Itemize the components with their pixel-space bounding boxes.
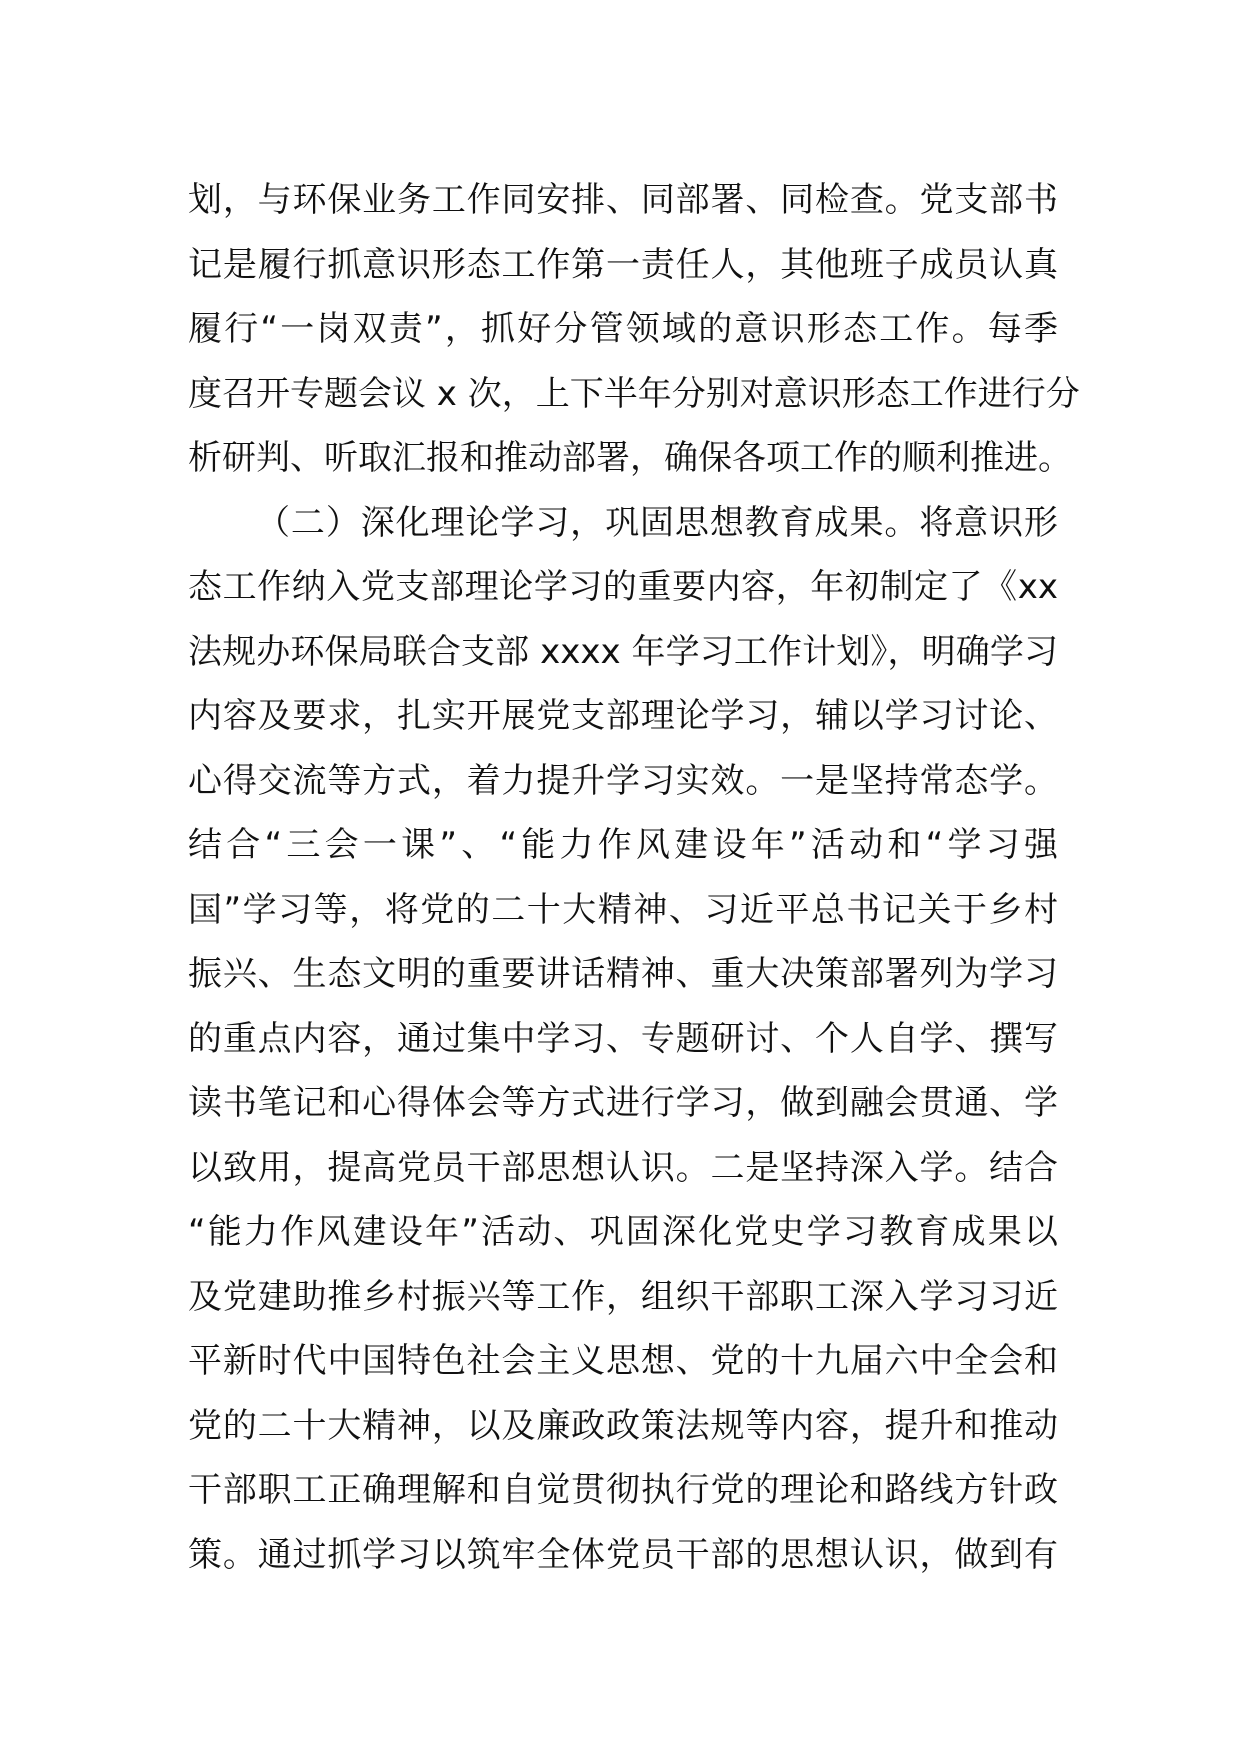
body-text (188, 168, 1080, 1587)
text-line: 的重点内容，通过集中学习、专题研讨、个人自学、撰写 (188, 1018, 1058, 1059)
text-line: 振兴、生态文明的重要讲话精神、重大决策部署列为学习 (188, 954, 1058, 994)
text-line: 及党建助推乡村振兴等工作，组织干部职工深入学习习近 (188, 1276, 1058, 1317)
text-line: 心得交流等方式，着力提升学习实效。一是坚持常态学。 (188, 760, 1058, 801)
text-line: “能力作风建设年”活动、巩固深化党史学习教育成果以 (188, 1212, 1058, 1252)
text-line: 结合“三会一课”、“能力作风建设年”活动和“学习强 (188, 825, 1058, 865)
text-line: 划，与环保业务工作同安排、同部署、同检查。党支部书 (188, 180, 1058, 220)
section-heading-line: （二）深化理论学习，巩固思想教育成果。将意识形 (256, 502, 1058, 543)
text-line: 析研判、听取汇报和推动部署，确保各项工作的顺利推进。 (188, 438, 1072, 478)
text-line: 党的二十大精神，以及廉政政策法规等内容，提升和推动 (188, 1405, 1058, 1446)
text-line: 策。通过抓学习以筑牢全体党员干部的思想认识，做到有 (188, 1534, 1058, 1575)
text-line: 以致用，提高党员干部思想认识。二是坚持深入学。结合 (188, 1147, 1058, 1188)
text-line: 读书笔记和心得体会等方式进行学习，做到融会贯通、学 (188, 1083, 1058, 1123)
text-line: 法规办环保局联合支部 xxxx 年学习工作计划》，明确学习 (188, 631, 1058, 672)
text-line: 内容及要求，扎实开展党支部理论学习，辅以学习讨论、 (188, 696, 1058, 736)
text-line: 态工作纳入党支部理论学习的重要内容，年初制定了《xx (188, 567, 1058, 607)
text-line: 国”学习等，将党的二十大精神、习近平总书记关于乡村 (188, 889, 1058, 930)
text-line: 度召开专题会议 x 次，上下半年分别对意识形态工作进行分 (188, 373, 1080, 414)
text-line: 记是履行抓意识形态工作第一责任人，其他班子成员认真 (188, 244, 1058, 285)
text-line: 履行“一岗双责”，抓好分管领域的意识形态工作。每季 (188, 309, 1058, 349)
text-line: 平新时代中国特色社会主义思想、党的十九届六中全会和 (188, 1341, 1058, 1381)
text-line: 干部职工正确理解和自觉贯彻执行党的理论和路线方针政 (188, 1470, 1058, 1510)
